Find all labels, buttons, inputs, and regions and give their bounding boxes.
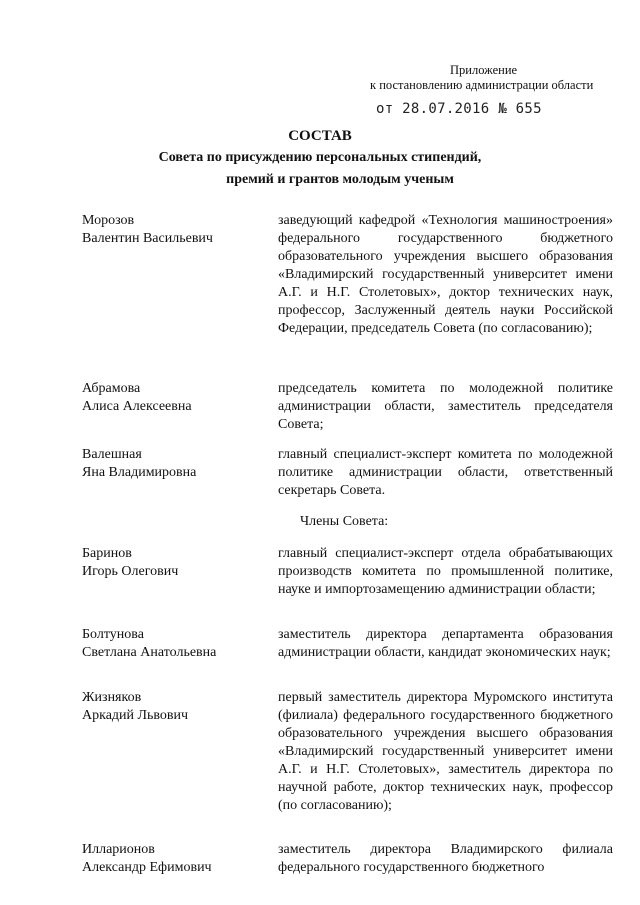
member-surname: Жизняков <box>82 690 142 705</box>
member-name <box>82 626 272 662</box>
member-surname: Абрамова <box>82 381 141 396</box>
member-name <box>82 212 272 248</box>
member-role: первый заместитель директора Муромского института (филиала) федерального государственного бюджетного образовательного учреждения высшего образования «Владимирский государственный университет имени А.Г. и Н.Г. Столетовых», заместитель директора по научной работе, доктор технических наук, профессор (по согласованию); <box>278 690 613 813</box>
subtitle-line-1: Совета по присуждению персональных стипендий, <box>158 150 482 165</box>
member-given-name: Алиса Алексеевна <box>82 399 192 414</box>
member-given-name: Светлана Анатольевна <box>82 645 217 660</box>
member-surname: Илларионов <box>82 842 155 857</box>
document-title: СОСТАВ <box>288 128 352 144</box>
member-name <box>82 689 272 725</box>
member-role: заведующий кафедрой «Технология машиностроения» федерального государственного бюджетного образовательного учреждения высшего образования «Владимирский государственный университет имени А.Г. и Н.Г. Столетовых», доктор технических наук, профессор, Заслуженный деятель науки Российской Федерации, председатель Совета (по согласованию); <box>278 213 613 336</box>
member-name <box>82 545 272 581</box>
member-role: председатель комитета по молодежной политике администрации области, заместитель председателя Совета; <box>278 381 613 432</box>
member-surname: Болтунова <box>82 627 144 642</box>
subtitle-line-2: премий и грантов молодым ученым <box>226 172 454 187</box>
member-surname: Морозов <box>82 213 135 228</box>
annex-label: Приложение <box>450 63 518 77</box>
members-heading: Члены Совета: <box>300 514 389 529</box>
annex-reference: к постановлению администрации области <box>370 78 594 92</box>
member-role: главный специалист-эксперт отдела обрабатывающих производств комитета по промышленной политике, науке и импортозамещению администрации области; <box>278 546 613 597</box>
member-given-name: Валентин Васильевич <box>82 231 213 246</box>
member-name <box>82 841 272 877</box>
member-given-name: Аркадий Львович <box>82 708 189 723</box>
member-given-name: Яна Владимировна <box>82 465 197 480</box>
member-surname: Валешная <box>82 447 142 462</box>
member-name <box>82 446 272 482</box>
member-role: главный специалист-эксперт комитета по молодежной политике администрации области, ответственный секретарь Совета. <box>278 447 613 498</box>
member-given-name: Игорь Олегович <box>82 564 179 579</box>
decree-date-number: от 28.07.2016 № 655 <box>376 101 542 117</box>
member-surname: Баринов <box>82 546 132 561</box>
member-name <box>82 380 272 416</box>
document-subtitle <box>0 147 640 191</box>
member-role: заместитель директора Владимирского филиала федерального государственного бюджетного <box>278 842 613 875</box>
member-role: заместитель директора департамента образования администрации области, кандидат экономических наук; <box>278 627 613 660</box>
annex-note <box>360 63 600 93</box>
member-given-name: Александр Ефимович <box>82 860 212 875</box>
